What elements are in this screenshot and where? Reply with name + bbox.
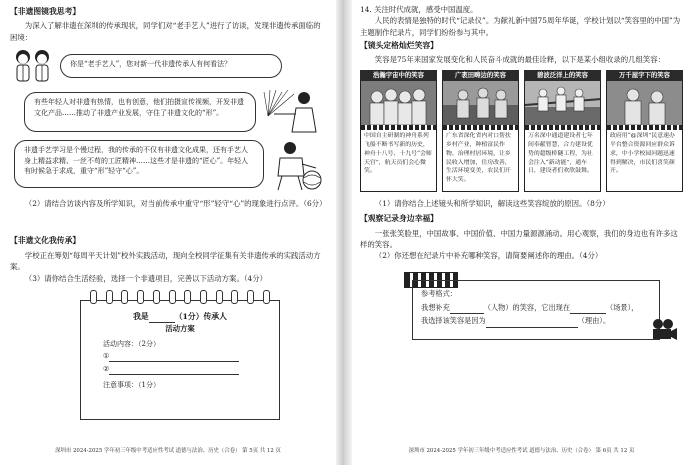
photo-card-city — [606, 70, 683, 192]
question-2-right: （2）你还想在纪录片中补充哪种笑容，请简要阐述你的理由。（4分） — [374, 251, 603, 261]
question-2-left: （2）请结合访谈内容及所学知识，对当前传承中重守“形”轻守“心”的现象进行点评。（6分） — [24, 199, 327, 209]
dialog-row-3 — [10, 140, 324, 192]
students-illustration — [12, 48, 54, 84]
question-14-title: 14. 关注时代成就，感受中国温度。 — [360, 5, 478, 14]
master-craftsman-illustration — [268, 138, 328, 192]
reference-format-frame — [412, 280, 660, 340]
speech-bubble-young-inheritors — [24, 92, 256, 132]
activity-content-line-2: ② — [103, 364, 257, 375]
photo-card-space — [360, 70, 437, 192]
plan-subtitle: 活动方案 — [165, 324, 195, 334]
right-intro: 人民的表情是独特的时代“记录仪”。为献礼新中国75周年华诞，学校计划以“笑容里的中国”为主题制作纪录片，同学们纷纷参与其中。 — [360, 16, 681, 37]
photo-caption-city: 政府用“@深圳”民意速办平台整合资源回应群众诉求，中小学校园问题迅速得到解决，市民们喜笑颜开。 — [606, 130, 683, 192]
photo-title-space: 浩瀚宇宙中的笑容 — [360, 70, 437, 81]
section2-intro: 学校正在筹划“每周平天计划”校外实践活动，现向全校同学征集有关非遗传承的实践活动方案。 — [10, 250, 321, 272]
section-title-smiles-lens: 【镜头定格灿烂笑容】 — [360, 41, 438, 51]
speech-bubble-question — [60, 54, 282, 78]
activity-plan-sheet — [80, 300, 280, 420]
photo-card-bridge — [524, 70, 601, 192]
dialog-row-1 — [10, 48, 324, 86]
section1-body: 笑容是75年来国家发展变化和人民奋斗成就的最佳诠释，以下是某小组收录的几组笑容： — [374, 55, 666, 65]
precautions-row: 注意事项：（1分） — [103, 381, 160, 390]
section-title-heritage-reflection: 【非遗图镜我思考】 — [10, 7, 81, 16]
activity-content-label: 活动内容：（2分） — [103, 339, 160, 348]
reference-label: 参考格式： — [421, 288, 457, 298]
plan-title: 我是 （1分）传承人 — [103, 311, 257, 323]
photo-title-fields: 广袤田畴边的笑容 — [442, 70, 519, 81]
farmers-photo — [442, 81, 519, 125]
photo-card-fields — [442, 70, 519, 192]
photo-caption-fields: 广东省深化省内对口帮扶乡村产业，种植富民作物，治理村居环境，让乡民收入增加，住房改善，生活环境变美，农民们开怀大笑。 — [442, 130, 519, 192]
photo-title-city: 万千屋宇下的笑容 — [606, 70, 683, 81]
activity-content-line-1: ① — [103, 351, 257, 362]
astronauts-photo — [360, 81, 437, 125]
reference-line-2: 我选择该笑容是因为 （理由）。 — [421, 314, 651, 328]
question-3-left: （3）请你结合生活经验，选择一个非遗项目，完善以下活动方案。（4分） — [24, 273, 268, 283]
intro-paragraph: 为深入了解非遗在深圳的传承现状，同学们对“老手艺人”进行了访谈，发现非遗传承面临的困境： — [10, 21, 321, 42]
dialog-question-text: 你是“老手艺人”，您对新一代非遗传承人有何看法？ — [70, 60, 232, 69]
answer-line-2[interactable] — [109, 374, 239, 375]
section-title-heritage-inheritance: 【非遗文化我传承】 — [10, 236, 81, 246]
dialog-master-craftsman-text: 非遗手艺学习是个慢过程，我的传承的不仅有非遗文化成果，还有手艺人身上精益求精、一丝不苟的工匠精神……这些才是非遗的“匠心”。年轻人有时候急于求成，重守“形”轻守“心”。 — [24, 146, 249, 176]
section-title-record-happiness: 【观察记录身边幸福】 — [360, 214, 438, 224]
book-spine — [336, 0, 352, 465]
answer-line-1[interactable] — [109, 361, 239, 362]
photo-strip — [360, 70, 683, 192]
bridge-workers-photo — [524, 81, 601, 125]
movie-camera-icon — [650, 318, 678, 342]
photo-caption-space: 中国自主研制的神舟系列飞船不断书写新的历史，神舟十八号、十九号“会师天宫”，航天员们会心微笑。 — [360, 130, 437, 192]
right-page-footer: 深圳市 2024-2025 学年初三年级中考适应性考试 道德与法治、历史（合卷） 第 6页 共 12 页 — [408, 447, 635, 454]
reason-blank[interactable] — [486, 327, 578, 328]
section2-body: 一张张笑脸里，中国故事、中国价值、中国力量源源涌动。用心观察，我们的身边也有许多这样的笑容。 — [360, 228, 678, 249]
activity-plan-card — [80, 298, 280, 420]
question-1-right: （1）请你结合上述镜头和所学知识，解读这些笑容绽放的原因。（8分） — [374, 198, 610, 208]
dialog-young-inheritors-text: 有些年轻人对非遗有热情，也有创意，他们拍摄宣传视频，开发非遗文化产品……推动了非遗产业发展，守住了非遗文化的“形”。 — [34, 98, 244, 117]
reference-format-box — [360, 268, 683, 354]
notebook-rings — [90, 290, 270, 304]
speech-bubble-master-craftsman — [14, 140, 264, 188]
left-page-footer: 深圳市 2024-2025 学年初三年级中考适应性考试 道德与法治、历史（合卷） 第 5页 共 12 页 — [55, 447, 281, 454]
citizens-photo — [606, 81, 683, 125]
dialog-row-2 — [10, 90, 324, 136]
right-page — [352, 0, 691, 465]
craftswoman-with-fan-illustration — [262, 86, 324, 136]
photo-title-bridge: 碧波泛洋上的笑容 — [524, 70, 601, 81]
left-page — [0, 0, 336, 465]
reference-line-1: 我想补充 （人物）的笑容，它出现在 （场景）， — [421, 301, 651, 315]
photo-caption-bridge: 万名深中通道建设者七年间奉献智慧，合力建设优势的超级桥隧工程，为社会注入“新动能”，通车日，建设者们欢欣鼓舞。 — [524, 130, 601, 192]
